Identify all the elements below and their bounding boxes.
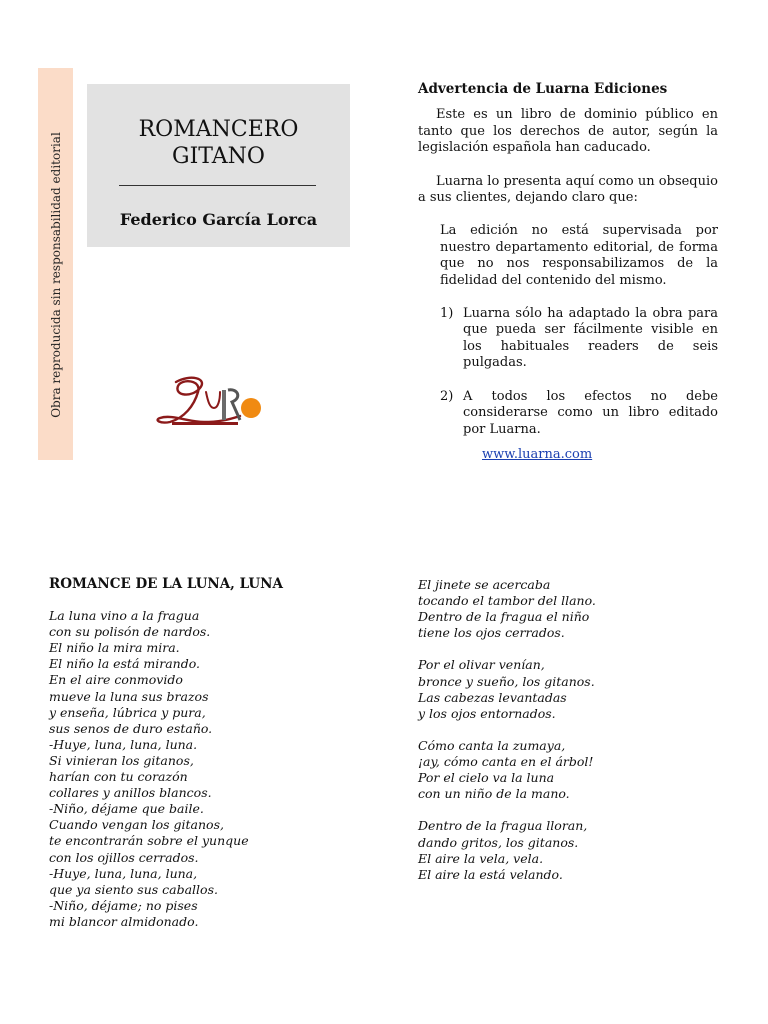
notice-list-item	[418, 306, 718, 372]
book-author: Federico García Lorca	[119, 210, 318, 229]
publisher-notice	[418, 81, 718, 463]
side-label: Obra reproducida sin responsabilidad editorial	[49, 132, 63, 418]
poem-line: y los ojos entornados.	[418, 705, 556, 721]
book-title-line1: ROMANCERO	[138, 117, 299, 142]
poem-line: La luna vino a la fragua	[49, 608, 200, 624]
poem-line: -Niño, déjame; no pises	[49, 897, 198, 913]
notice-list-item	[418, 389, 718, 438]
notice-paragraph-3: La edición no está supervisada por nuestro departamento editorial, de forma que no nos responsabilizamos de la fidelidad del contenido del mismo.	[440, 223, 718, 288]
book-title	[87, 116, 350, 170]
poem-line: tocando el tambor del llano.	[418, 593, 596, 609]
poem-line: Las cabezas levantadas	[418, 689, 567, 705]
poem-right-column	[418, 577, 738, 883]
poem-line: Dentro de la fragua lloran,	[418, 818, 588, 834]
poem-line: El aire la está velando.	[418, 866, 563, 882]
notice-item-number: 2)	[440, 388, 454, 404]
poem-line: El jinete se acercaba	[418, 577, 551, 592]
poem-left-column	[49, 576, 369, 930]
poem-line: Por el olivar venían,	[418, 657, 545, 673]
poem-line: Si vinieran los gitanos,	[49, 752, 194, 768]
poem-line: tiene los ojos cerrados.	[418, 625, 565, 641]
notice-item-text: A todos los efectos no debe considerarse como un libro editado por Luarna.	[463, 388, 718, 437]
poem-line: El aire la vela, vela.	[418, 850, 544, 866]
poem-line: Dentro de la fragua el niño	[418, 609, 590, 625]
poem-line: El niño la está mirando.	[49, 656, 200, 672]
title-divider	[119, 185, 316, 186]
title-box	[87, 84, 350, 247]
poem-line: con su polisón de nardos.	[49, 624, 211, 640]
poem-line: Por el cielo va la luna	[418, 770, 555, 786]
poem-title: ROMANCE DE LA LUNA, LUNA	[49, 576, 283, 592]
poem-line: Cómo canta la zumaya,	[418, 737, 566, 753]
poem-line: con un niño de la mano.	[418, 786, 570, 802]
poem-right-lines	[418, 577, 738, 883]
logo-sun	[241, 398, 261, 418]
notice-paragraph-2: Luarna lo presenta aquí como un obsequio a sus clientes, dejando claro que:	[418, 173, 718, 206]
poem-line: que ya siento sus caballos.	[49, 881, 218, 897]
poem-line: En el aire conmovido	[49, 672, 183, 688]
poem-line: harían con tu corazón	[49, 769, 188, 785]
poem-line: mueve la luna sus brazos	[49, 688, 209, 704]
poem-line: collares y anillos blancos.	[49, 785, 212, 801]
poem-line: ¡ay, cómo canta en el árbol!	[418, 754, 594, 770]
poem-left-lines	[49, 608, 369, 930]
logo-base	[172, 422, 238, 425]
luarna-logo	[148, 372, 266, 430]
notice-list	[418, 306, 718, 438]
poem-line: te encontrarán sobre el yunque	[49, 833, 249, 849]
poem-line: sus senos de duro estaño.	[49, 720, 213, 736]
logo-script-l	[158, 378, 240, 423]
notice-item-number: 1)	[440, 306, 454, 322]
notice-paragraph-1: Este es un libro de dominio público en tanto que los derechos de autor, según la legislación española han caducado.	[418, 107, 718, 156]
notice-item-text: Luarna sólo ha adaptado la obra para que pueda ser fácilmente visible en los habituales readers de seis pulgadas.	[463, 306, 718, 371]
poem-line: -Niño, déjame que baile.	[49, 801, 204, 817]
logo-bar	[222, 390, 226, 420]
poem-line: El niño la mira mira.	[49, 640, 180, 656]
notice-heading: Advertencia de Luarna Ediciones	[418, 81, 668, 97]
poem-line: -Huye, luna, luna, luna.	[49, 736, 198, 752]
logo-r	[228, 390, 240, 420]
poem-line: mi blancor almidonado.	[49, 913, 199, 929]
book-title-line2: GITANO	[172, 144, 265, 169]
poem-line: -Huye, luna, luna, luna,	[49, 865, 198, 881]
poem-line: con los ojillos cerrados.	[49, 849, 199, 865]
poem-line: Cuando vengan los gitanos,	[49, 817, 224, 833]
luarna-website-link[interactable]: www.luarna.com	[482, 446, 593, 462]
poem-line: bronce y sueño, los gitanos.	[418, 673, 595, 689]
logo-script-u	[206, 392, 220, 408]
poem-line: dando gritos, los gitanos.	[418, 834, 579, 850]
poem-line: y enseña, lúbrica y pura,	[49, 704, 206, 720]
